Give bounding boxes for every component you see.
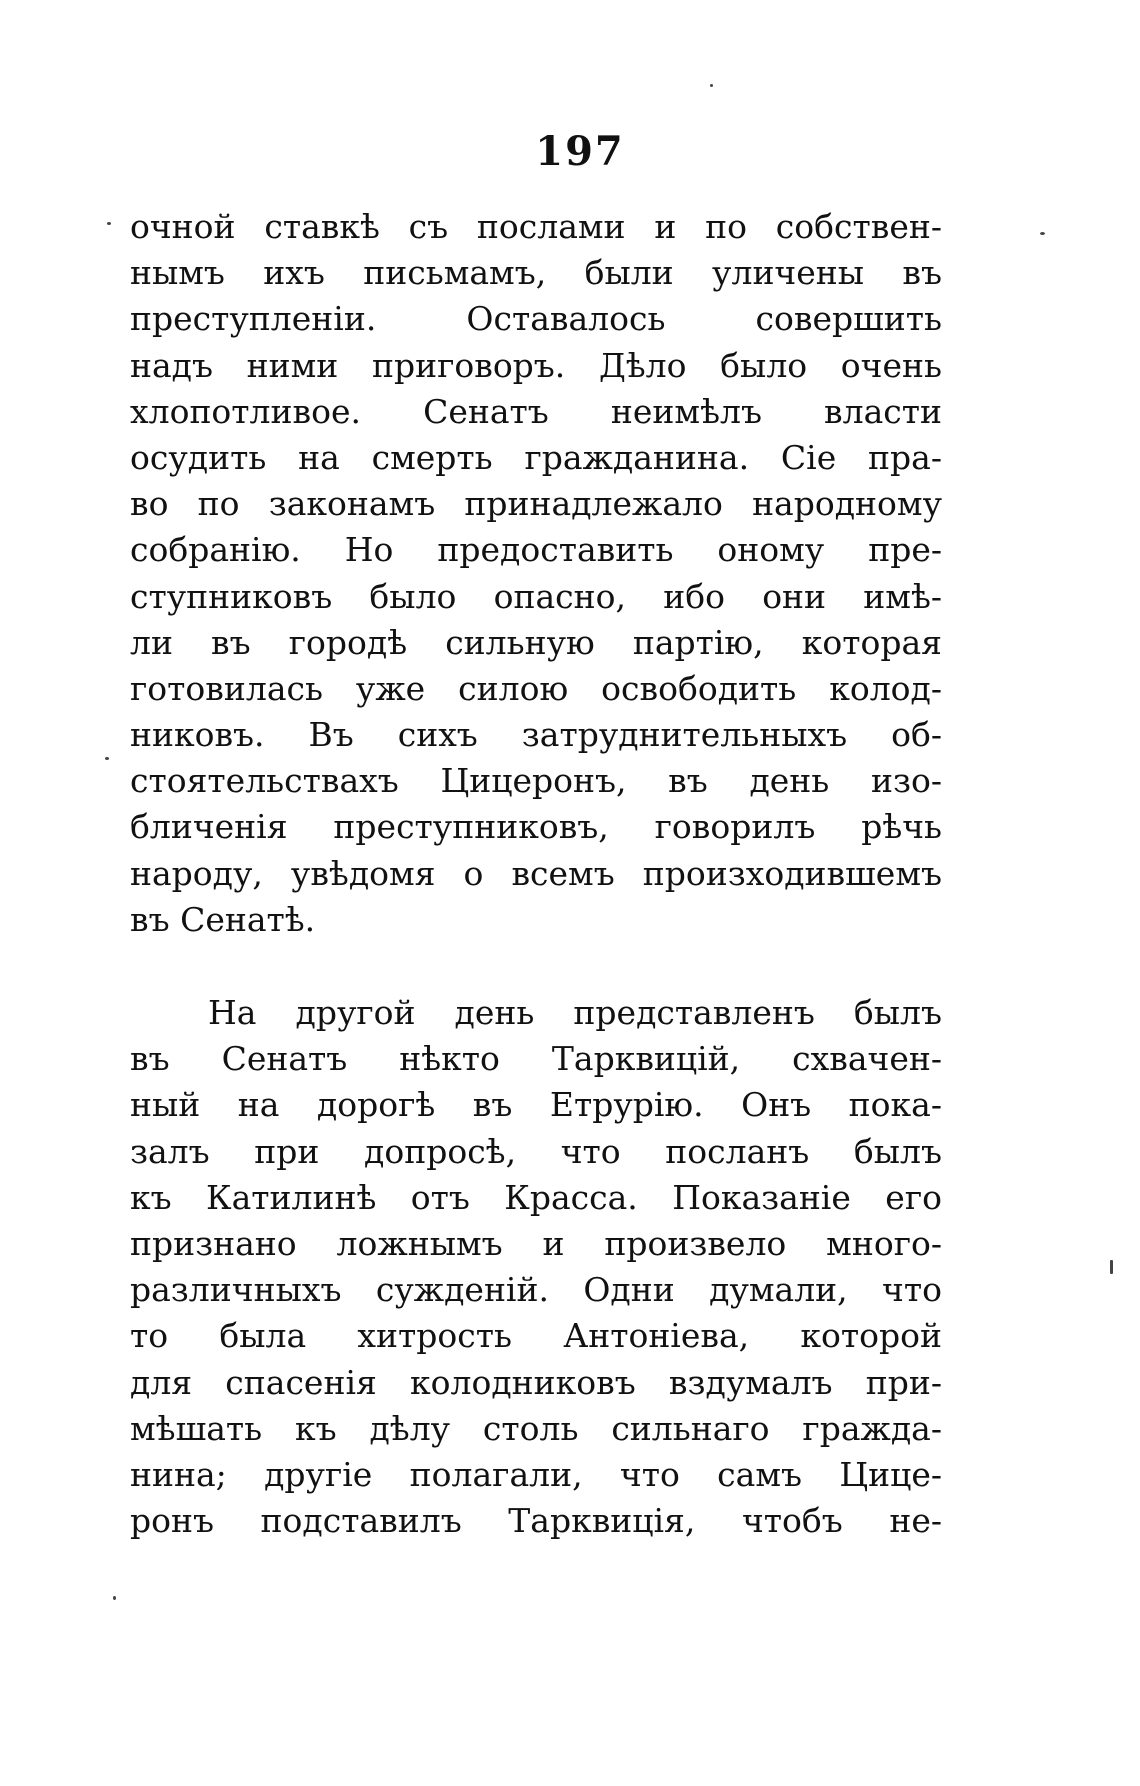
paragraph-2 [130,990,942,1544]
text-line: признано ложнымъ и произвело много- [130,1223,942,1263]
page-number: 197 [535,128,625,175]
text-line: то была хитрость Антоніева, которой [130,1316,942,1356]
text-line: различныхъ сужденій. Одни думали, что [130,1270,942,1310]
text-line: народу, увѣдомя о всемъ произходившемъ [130,853,942,893]
scan-speck [1040,232,1045,235]
text-line: для спасенія колодниковъ вздумалъ при- [130,1362,942,1402]
scan-speck [105,757,109,760]
scan-speck [107,222,111,225]
text-line: На другой день представленъ былъ [208,993,942,1032]
text-line: готовилась уже силою освободить колод- [130,668,942,708]
text-line: ступниковъ было опасно, ибо они имѣ- [130,576,942,616]
text-line: никовъ. Въ сихъ затруднительныхъ об- [130,715,942,755]
text-line: къ Катилинѣ отъ Красса. Показаніе его [130,1177,942,1217]
text-line: во по законамъ принадлежало народному [130,484,942,524]
text-line: стоятельствахъ Цицеронъ, въ день изо- [130,761,942,801]
text-line: ронъ подставилъ Тарквиція, чтобъ не- [130,1501,942,1541]
text-line: очной ставкѣ съ послами и по собствен- [130,207,942,246]
text-line: ли въ городѣ сильную партію, которая [130,622,942,662]
text-line: въ Сенатъ нѣкто Тарквицій, схвачен- [130,1039,942,1079]
scan-speck [710,84,713,87]
text-line: мѣшать къ дѣлу столь сильнаго гражда- [130,1408,942,1448]
text-line: залъ при допросѣ, что посланъ былъ [130,1131,942,1171]
text-line: хлопотливое. Сенатъ неимѣлъ власти [130,391,942,431]
paragraph-1 [130,204,942,943]
scan-speck [113,1596,116,1600]
text-line: ный на дорогѣ въ Етрурію. Онъ пока- [130,1085,942,1125]
text-line: нымъ ихъ письмамъ, были уличены въ [130,253,942,293]
text-line: преступленіи. Оставалось совершить [130,299,942,339]
text-line: нина; другіе полагали, что самъ Цице- [130,1454,942,1494]
scan-speck [1110,1260,1113,1274]
text-line: осудить на смерть гражданина. Сіе пра- [130,437,942,477]
text-line: собранію. Но предоставить оному пре- [130,530,942,570]
text-line: надъ ними приговоръ. Дѣло было очень [130,345,942,385]
text-line: бличенія преступниковъ, говорилъ рѣчь [130,807,942,847]
text-line: въ Сенатѣ. [130,899,316,939]
